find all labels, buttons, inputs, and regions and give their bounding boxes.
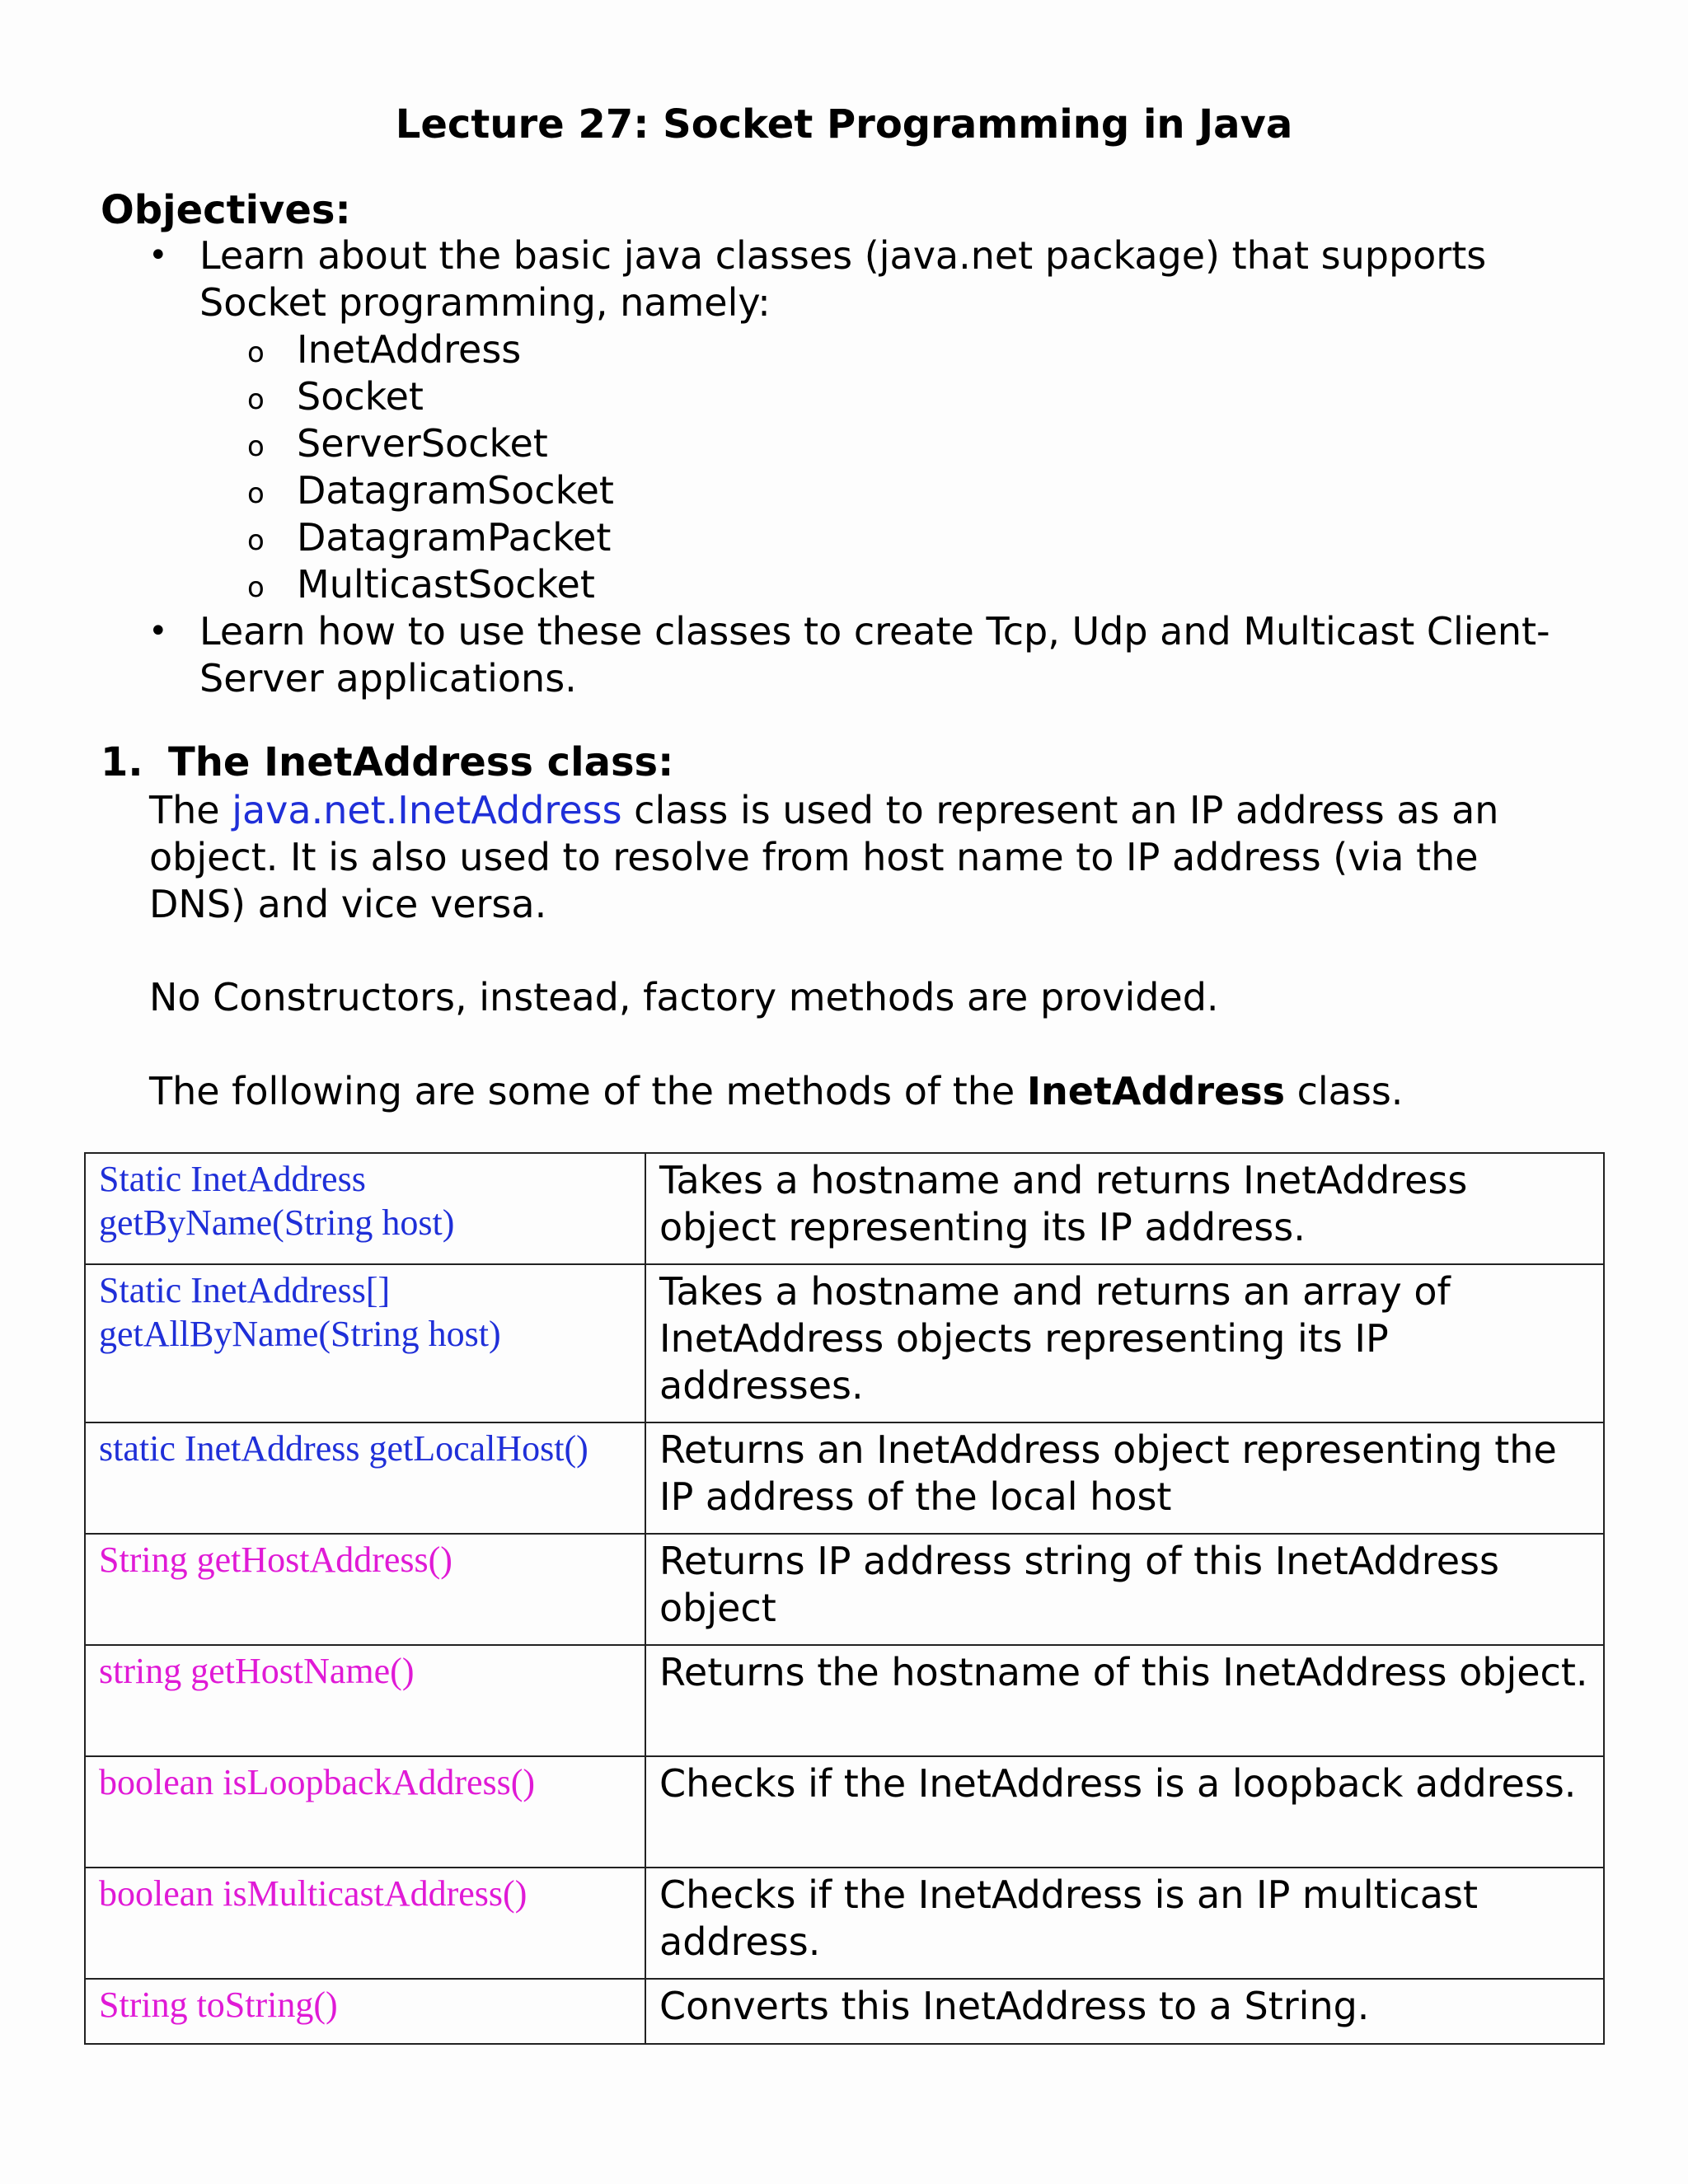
method-description: Checks if the InetAddress is a loopback address.	[645, 1756, 1604, 1868]
methods-intro-bold: InetAddress	[1026, 1069, 1285, 1113]
method-description: Takes a hostname and returns an array of InetAddress objects representing its IP addresses.	[645, 1264, 1604, 1422]
table-row	[85, 1264, 1604, 1422]
method-signature: String toString()	[85, 1979, 645, 2044]
objectives-list	[148, 232, 1566, 702]
objectives-heading: Objectives:	[101, 187, 351, 233]
table-row	[85, 1868, 1604, 1979]
method-description: Returns the hostname of this InetAddress object.	[645, 1645, 1604, 1756]
method-signature: string getHostName()	[85, 1645, 645, 1756]
class-item: o Socket	[247, 373, 1566, 420]
table-row	[85, 1422, 1604, 1534]
table-row	[85, 1756, 1604, 1868]
class-item: o ServerSocket	[247, 420, 1566, 467]
section-heading	[101, 735, 673, 790]
table-row	[85, 1534, 1604, 1645]
method-signature: boolean isMulticastAddress()	[85, 1868, 645, 1979]
method-signature: Static InetAddress[] getAllByName(String host)	[85, 1264, 645, 1422]
method-description: Checks if the InetAddress is an IP multicast address.	[645, 1868, 1604, 1979]
class-item: o DatagramPacket	[247, 514, 1566, 561]
method-signature: String getHostAddress()	[85, 1534, 645, 1645]
methods-intro	[149, 1068, 1567, 1115]
method-signature: static InetAddress getLocalHost()	[85, 1422, 645, 1534]
section-number: 1.	[101, 739, 143, 785]
methods-table	[84, 1152, 1605, 2045]
objective-text: Learn how to use these classes to create Tcp, Udp and Multicast Client-Server applications.	[199, 609, 1550, 701]
section-title: The InetAddress class:	[168, 739, 674, 785]
no-constructors-note: No Constructors, instead, factory methods are provided.	[149, 975, 1219, 1019]
intro-suffix: class is used to represent an IP address as an object. It is also used to resolve from host name to IP address (via the DNS) and vice versa.	[149, 788, 1499, 926]
page-title: Lecture 27: Socket Programming in Java	[395, 101, 1293, 148]
objective-item	[148, 608, 1566, 702]
objective-text: Learn about the basic java classes (java.net package) that supports Socket programming, namely:	[199, 233, 1487, 325]
method-description: Converts this InetAddress to a String.	[645, 1979, 1604, 2044]
inetaddress-link: java.net.InetAddress	[232, 788, 622, 832]
objective-item	[148, 232, 1566, 608]
intro-prefix: The	[149, 788, 232, 832]
intro-paragraph	[149, 787, 1567, 928]
table-row	[85, 1979, 1604, 2044]
class-list	[199, 326, 1566, 608]
method-signature: boolean isLoopbackAddress()	[85, 1756, 645, 1868]
methods-intro-suffix: class.	[1284, 1069, 1404, 1113]
class-item: o MulticastSocket	[247, 561, 1566, 608]
method-description: Returns IP address string of this InetAddress object	[645, 1534, 1604, 1645]
method-description: Takes a hostname and returns InetAddress object representing its IP address.	[645, 1153, 1604, 1264]
class-item: o InetAddress	[247, 326, 1566, 373]
table-row	[85, 1153, 1604, 1264]
method-description: Returns an InetAddress object representing the IP address of the local host	[645, 1422, 1604, 1534]
method-signature: Static InetAddress getByName(String host)	[85, 1153, 645, 1264]
methods-intro-prefix: The following are some of the methods of the	[149, 1069, 1027, 1113]
table-row	[85, 1645, 1604, 1756]
class-item: o DatagramSocket	[247, 467, 1566, 514]
